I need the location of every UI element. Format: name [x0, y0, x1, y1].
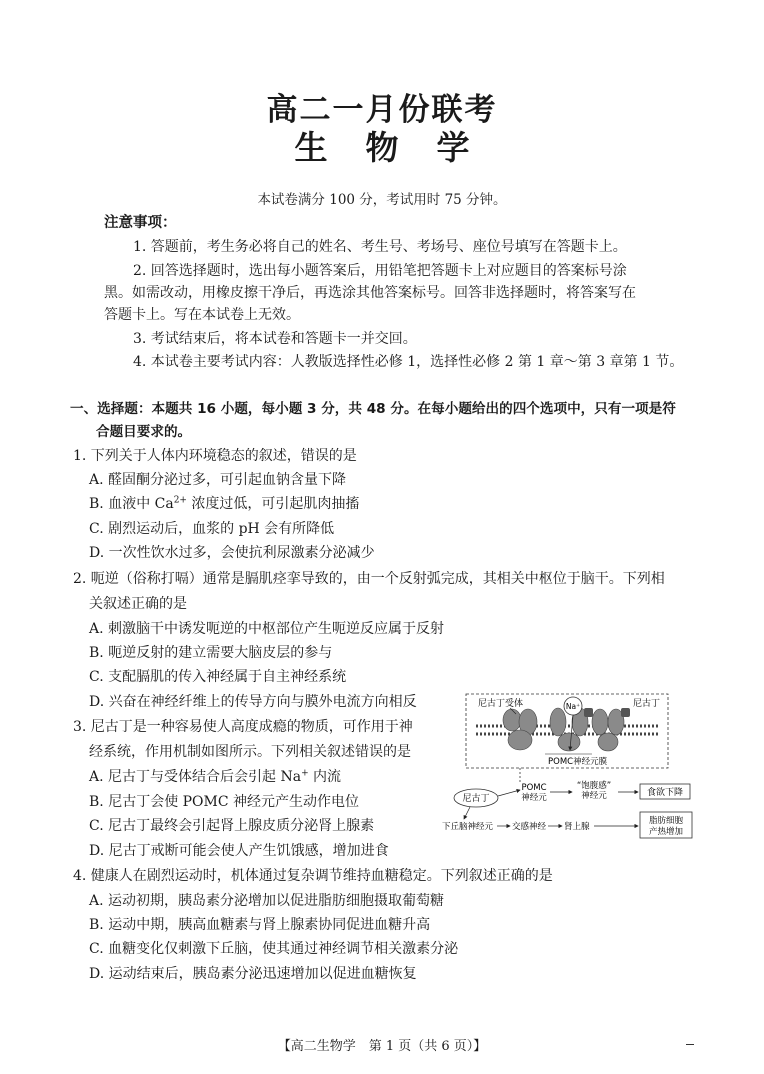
option-a: A. 刺激脑干中诱发呃逆的中枢部位产生呃逆反应属于反射 [89, 621, 445, 637]
option-c: C. 剧烈运动后，血浆的 pH 会有所降低 [89, 521, 335, 537]
arrow-to-hypothalamus [464, 807, 470, 819]
satiety-label-1: “饱腹感” [576, 781, 612, 791]
pomc-label-2: 神经元 [521, 793, 547, 803]
arrow-to-pomc [498, 790, 520, 796]
option-a: A. 运动初期，胰岛素分泌增加以促进脂肪细胞摄取葡萄糖 [89, 893, 445, 909]
notice-line: 4. 本试卷主要考试内容：人教版选择性必修 1，选择性必修 2 第 1 章～第 3 章第 1 节。 [133, 354, 684, 370]
page-footer: 【高二生物学 第 1 页（共 6 页）】 [277, 1039, 487, 1054]
notice-line: 2. 回答选择题时，选出每小题答案后，用铅笔把答题卡上对应题目的答案标号涂 [133, 263, 627, 279]
membrane-label: POMC神经元膜 [548, 757, 608, 767]
option-d: D. 兴奋在神经纤维上的传导方向与膜外电流方向相反 [89, 694, 417, 710]
nicotine-mechanism-figure [440, 692, 698, 842]
notice-heading: 注意事项： [104, 215, 177, 231]
nicotine-molecule [621, 708, 630, 717]
option-b: B. 呃逆反射的建立需要大脑皮层的参与 [89, 645, 333, 661]
notice-line: 答题卡上。写在本试卷上无效。 [104, 307, 300, 323]
option-a [89, 766, 341, 786]
receptor-protein-right [592, 709, 624, 751]
option-d: D. 运动结束后，胰岛素分泌迅速增加以促进血糖恢复 [89, 966, 417, 982]
sympathetic-label: 交感神经 [512, 822, 547, 832]
subject-title: 生物学 [294, 128, 508, 167]
section-heading-cont: 合题目要求的。 [96, 424, 192, 440]
option-c: C. 尼古丁最终会引起肾上腺皮质分泌肾上腺素 [89, 818, 375, 834]
option-text: 内流 [308, 769, 342, 785]
receptor-protein-left [503, 709, 537, 750]
receptor-label: 尼古丁受体 [478, 699, 524, 709]
nicotine-molecule [584, 708, 593, 717]
pomc-label-1: POMC [521, 783, 547, 793]
question-stem: 1. 下列关于人体内环境稳态的叙述，错误的是 [73, 448, 357, 464]
exam-title: 高二一月份联考 [266, 92, 498, 128]
corner-mark [686, 1044, 694, 1045]
satiety-label-2: 神经元 [581, 791, 607, 801]
notice-line: 黑。如需改动，用橡皮擦干净后，再选涂其他答案标号。回答非选择题时，将答案写在 [104, 285, 636, 301]
option-b: B. 尼古丁会使 POMC 神经元产生动作电位 [89, 794, 360, 810]
notice-line: 3. 考试结束后，将本试卷和答题卡一并交回。 [133, 331, 417, 347]
option-a: A. 醛固酮分泌过多，可引起血钠含量下降 [89, 472, 347, 488]
option-c: C. 支配膈肌的传入神经属于自主神经系统 [89, 669, 347, 685]
option-text: 浓度过低，可引起肌肉抽搐 [186, 496, 360, 512]
adrenal-label: 肾上腺 [564, 822, 590, 832]
sodium-ion-label: Na⁺ [565, 702, 581, 711]
option-text: B. 血液中 Ca [89, 496, 174, 512]
question-stem-cont: 经系统，作用机制如图所示。下列相关叙述错误的是 [89, 744, 411, 760]
question-stem: 2. 呃逆（俗称打嗝）通常是膈肌痉挛导致的，由一个反射弧完成，其相关中枢位于脑干。下列相 [73, 571, 665, 587]
nicotine-top-label: 尼古丁 [633, 699, 661, 709]
superscript: 2+ [173, 495, 187, 506]
option-c: C. 血糖变化仅刺激下丘脑，使其通过神经调节相关激素分泌 [89, 941, 459, 957]
nicotine-oval-label: 尼古丁 [462, 794, 490, 804]
superscript: + [301, 768, 309, 779]
hypothalamus-label: 下丘脑神经元 [442, 822, 494, 832]
appetite-label: 食欲下降 [646, 788, 684, 798]
question-stem: 3. 尼古丁是一种容易使人高度成瘾的物质，可作用于神 [73, 719, 413, 735]
option-d: D. 尼古丁戒断可能会使人产生饥饿感，增加进食 [89, 843, 389, 859]
fat-label-2: 产热增加 [648, 827, 684, 837]
option-b: B. 运动中期，胰高血糖素与肾上腺素协同促进血糖升高 [89, 917, 431, 933]
question-stem-cont: 关叙述正确的是 [89, 596, 187, 612]
option-b [89, 493, 359, 513]
option-d: D. 一次性饮水过多，会使抗利尿激素分泌减少 [89, 545, 375, 561]
fat-label-1: 脂肪细胞 [648, 816, 684, 826]
question-stem: 4. 健康人在剧烈运动时，机体通过复杂调节维持血糖稳定。下列叙述正确的是 [73, 868, 553, 884]
section-heading: 一、选择题：本题共 16 小题，每小题 3 分，共 48 分。在每小题给出的四个选项中，只有一项是符 [70, 401, 676, 417]
exam-info: 本试卷满分 100 分，考试用时 75 分钟。 [257, 192, 507, 208]
notice-line: 1. 答题前，考生务必将自己的姓名、考生号、考场号、座位号填写在答题卡上。 [133, 239, 627, 255]
option-text: A. 尼古丁与受体结合后会引起 Na [89, 769, 302, 785]
